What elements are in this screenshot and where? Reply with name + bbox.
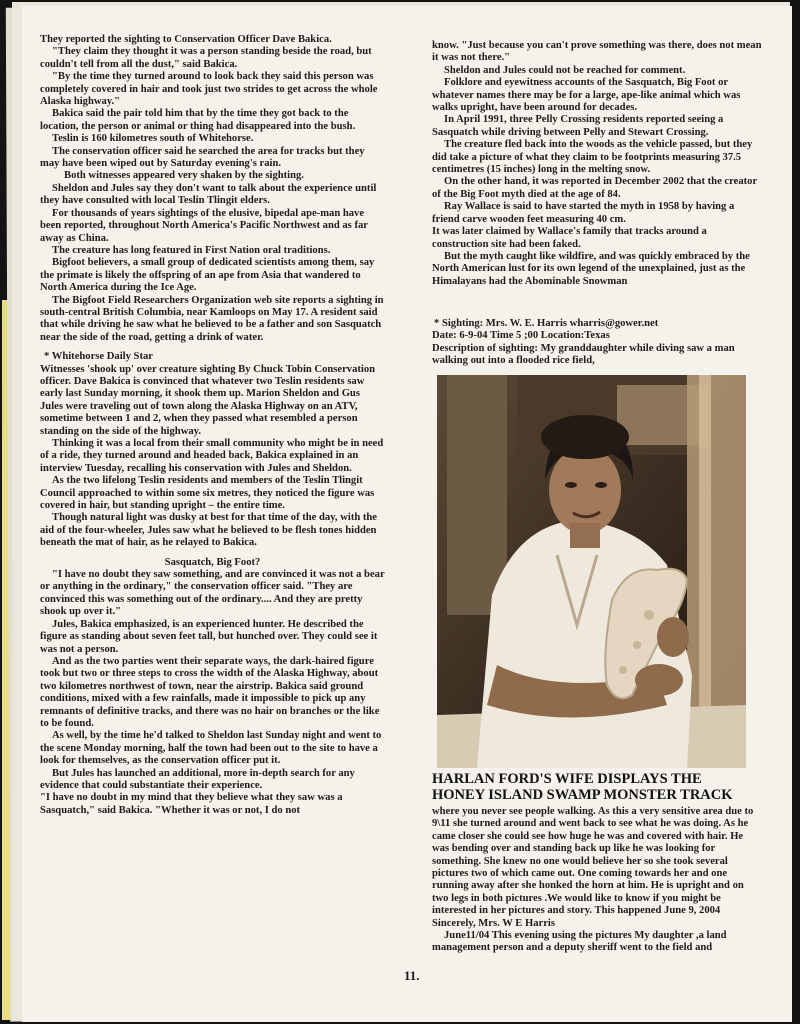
article-paragraph: The Bigfoot Field Researchers Organization web site reports a sighting in south-central British Columbia, near Kamloops on May 17. A resident said that while driving he saw what he believed to be a father and son Sasquatch near the side of the road, getting a drink of water. [40, 294, 384, 343]
article-paragraph: Teslin is 160 kilometres south of Whitehorse. [52, 133, 254, 145]
article-paragraph: Ray Wallace is said to have started the myth in 1958 by having a friend carve wooden feet measuring 40 cm. [432, 201, 735, 225]
section-subheading: Sasquatch, Big Foot? [164, 556, 261, 568]
article-paragraph: Both witnesses appeared very shaken by the sighting. [64, 170, 304, 182]
article-paragraph: "I have no doubt they saw something, and are convinced it was not a bear or anything in the ordinary," the conservation officer said. "They are convinced this was something out of the ordinary.... And they are pretty shook up over it." [40, 569, 385, 618]
date-line: Date: 6-9-04 Time 5 ;00 Location:Texas [432, 330, 610, 342]
left-article-column [40, 34, 385, 817]
source-header: * Whitehorse Daily Star [44, 351, 153, 363]
article-paragraph: For thousands of years sightings of the elusive, bipedal ape-man have been reported, throughout North America's Pacific Northwest and as far away as China. [40, 207, 368, 244]
article-paragraph: Sheldon and Jules say they don't want to talk about the experience until they have consulted with local Teslin Tlingit elders. [40, 182, 377, 207]
sighting-report [432, 318, 762, 368]
article-paragraph: "They claim they thought it was a person standing beside the road, but couldn't tell from all the dust," said Bakica. [40, 46, 372, 70]
sighting-report-continued [432, 806, 762, 955]
article-paragraph: Though natural light was dusky at best for that time of the day, with the aid of the four-wheeler, Jules saw what he believed to be flesh tones hidden beneath the mat of hair, as he relayed to Bakica. [40, 512, 378, 549]
article-paragraph: The creature has long featured in First Nation oral traditions. [52, 244, 331, 256]
article-paragraph: "By the time they turned around to look back they said this person was completely covered in hair and took just two strides to get across the whole Alaska highway." [40, 71, 378, 108]
article-paragraph: But Jules has launched an additional, more in-depth search for any evidence that could substantiate their experience. [40, 767, 355, 791]
article-paragraph: And as the two parties went their separate ways, the dark-haired figure took but two or three steps to cross the width of the Alaska Highway, about two kilometres northwest of town, near the airstrip. Bakica said ground conditions, mixed with a few rainfalls, made it impossible to pick up any remnants of definitive tracks, and there was no hair on branches or the like to be found. [40, 655, 380, 729]
signoff: Sincerely, Mrs. W E Harris [432, 917, 555, 929]
article-paragraph: Sheldon and Jules could not be reached for comment. [444, 64, 686, 76]
article-intro: Witnesses 'shook up' over creature sighting By Chuck Tobin Conservation officer. Dave Bakica is convinced that whatever two Teslin residents saw early last Sunday morning, it shook them up. Marion Sheldon and Gus Jules were traveling out of town along the Alaska Highway on an ATV, sometime between 1 and 2, when they passed what resembled a person standing on the side of the highway. [40, 363, 376, 437]
sighting-line: * Sighting: Mrs. W. E. Harris wharris@gower.net [434, 318, 659, 329]
article-paragraph: On the other hand, it was reported in December 2002 that the creator of the Big Foot myth died at the age of 84. [432, 176, 757, 200]
photo-caption: HARLAN FORD'S WIFE DISPLAYS THE HONEY ISLAND SWAMP MONSTER TRACK [432, 771, 733, 803]
article-paragraph: Bigfoot believers, a small group of dedicated scientists among them, say the primate is likely the offspring of an ape from Asia that wandered to North America during the Ice Age. [40, 257, 375, 294]
right-article-column [432, 40, 762, 288]
article-paragraph: Bakica said the pair told him that by the time they got back to the location, the person or animal or thing had disappeared into the bush. [40, 108, 356, 132]
article-paragraph: The conservation officer said he searched the area for tracks but they may have been wiped out by Saturday evening's rain. [40, 145, 365, 170]
article-paragraph: They reported the sighting to Conservation Officer Dave Bakica. [40, 34, 332, 45]
article-paragraph: The creature fled back into the woods as the vehicle passed, but they did take a picture of what they claim to be footprints measuring 37.5 centimetres (15 inches) long in the melting snow. [432, 139, 753, 176]
article-paragraph: It was later claimed by Wallace's family that tracks around a construction site had been faked. [432, 226, 707, 250]
article-paragraph: June11/04 This evening using the pictures My daughter ,a land management person and a deputy sheriff went to the field and [432, 930, 727, 954]
photo-illustration [437, 375, 746, 768]
article-paragraph: "I have no doubt in my mind that they believe what they saw was a Sasquatch," said Bakica. "Whether it was or not, I do not [40, 792, 343, 816]
article-paragraph: Jules, Bakica emphasized, is an experienced hunter. He described the figure as standing about seven feet tall, but hunched over. They could see it was not a person. [40, 618, 378, 655]
page-number: 11. [404, 968, 420, 983]
photo-woman-with-footprint-cast [437, 375, 746, 768]
article-paragraph: But the myth caught like wildfire, and was quickly embraced by the North American lust for its own legend of the unexplained, just as the Himalayans had the Abominable Snowman [432, 250, 750, 287]
article-paragraph: As the two lifelong Teslin residents and members of the Teslin Tlingit Council approached to within some six metres, they noticed the figure was covered in hair, but standing upright – the entire time. [40, 475, 375, 512]
article-paragraph: As well, by the time he'd talked to Sheldon last Sunday night and went to the scene Monday morning, half the town had been out to the site to have a look for themselves, as the conservation officer put it. [40, 730, 382, 767]
article-paragraph: know. "Just because you can't prove something was there, does not mean it was not there." [432, 40, 762, 64]
description-line: Description of sighting: My granddaughter while diving saw a man walking out into a flooded rice field, [432, 342, 735, 367]
article-paragraph: where you never see people walking. As this a very sensitive area due to 9\11 she turned around and went back to see what he was doing. As he came closer she could see how huge he was and covered with hair. He was bending over and standing back up like he was looking for something. She knew no one would believe her so she took several pictures two of which came out. One coming towards her and one running away after she honked the horn at him. He is upright and on two legs in both pictures .We would like to know if you might be interested in her pictures and story. This happened June 9, 2004 [432, 806, 754, 917]
article-paragraph: In April 1991, three Pelly Crossing residents reported seeing a Sasquatch while driving between Pelly and Stewart Crossing. [432, 114, 724, 138]
article-paragraph: Thinking it was a local from their small community who might be in need of a ride, they turned around and headed back, Bakica explained in an interview Tuesday, recalling his conservation with Jules and Sheldon. [40, 438, 384, 474]
article-paragraph: Folklore and eyewitness accounts of the Sasquatch, Big Foot or whatever names there may be for a large, ape-like animal which was walks upright, have been around for decades. [432, 77, 741, 114]
